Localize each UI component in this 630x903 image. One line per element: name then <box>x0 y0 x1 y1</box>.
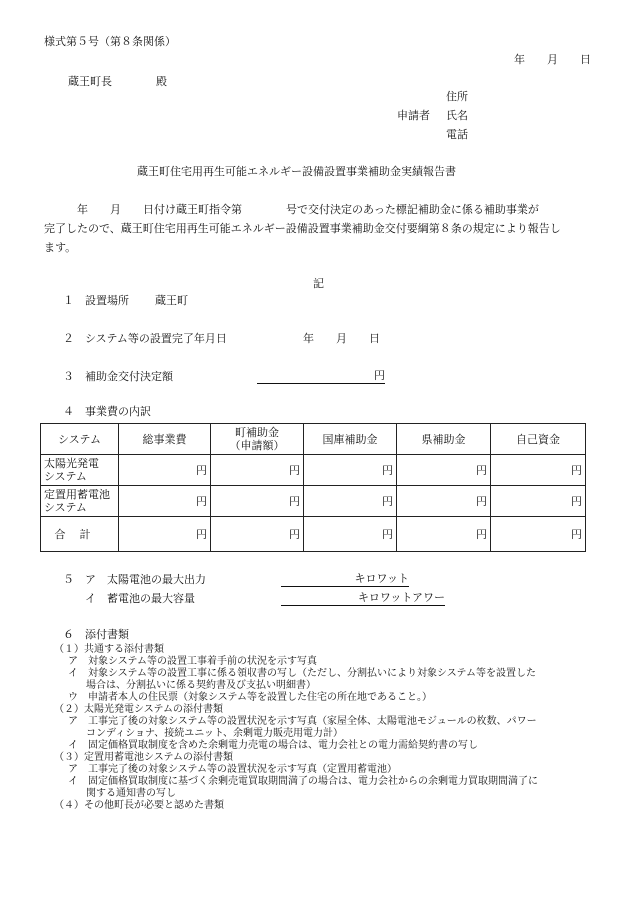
row-name-solar: 太陽光発電 システム <box>41 455 119 486</box>
cell-yen: 円 <box>211 486 304 517</box>
list-item: 場合は、分割払いに係る契約書及び支払い明細書） <box>86 680 316 691</box>
max-output-field <box>281 572 409 587</box>
item-6-label: ６ 添付書類 <box>63 628 129 641</box>
cost-breakdown-table <box>40 423 586 552</box>
list-item: ア 工事完了後の対象システム等の設置状況を示す写真（定置用蓄電池） <box>68 764 397 775</box>
name-label: 氏名 <box>446 109 468 122</box>
body-line-3: ます。 <box>44 241 77 254</box>
list-item: ウ 申請者本人の住民票（対象システム等を設置した住宅の所在地であること。） <box>68 692 432 703</box>
cell-yen: 円 <box>491 517 586 552</box>
cell-yen: 円 <box>397 455 491 486</box>
max-capacity-unit: キロワットアワー <box>281 591 445 606</box>
cell-yen: 円 <box>304 517 397 552</box>
table-row <box>41 486 586 517</box>
header-total-cost: 総事業費 <box>119 424 211 455</box>
cell-yen: 円 <box>119 517 211 552</box>
cell-yen: 円 <box>397 486 491 517</box>
cell-yen: 円 <box>397 517 491 552</box>
list-item: イ 固定価格買取制度を含めた余剰電力売電の場合は、電力会社との電力需給契約書の写し <box>68 740 478 751</box>
list-item: （４）その他町長が必要と認めた書類 <box>54 800 224 811</box>
list-item: （２）太陽光発電システムの添付書類 <box>54 704 223 715</box>
list-item: 関する通知書の写し <box>86 788 176 799</box>
cell-yen: 円 <box>211 517 304 552</box>
phone-label: 電話 <box>446 128 468 141</box>
attachments-list <box>54 644 538 812</box>
form-number: 様式第５号（第８条関係） <box>44 35 176 48</box>
item-4-label: ４ 事業費の内訳 <box>63 405 151 418</box>
item-1-label: １ 設置場所 <box>63 294 129 307</box>
address-label: 住所 <box>446 90 468 103</box>
header-system: システム <box>41 424 119 455</box>
body-line-1: 年 月 日付け蔵王町指令第 号で交付決定のあった標記補助金に係る補助事業が <box>44 203 539 216</box>
list-item: イ 対象システム等の設置工事に係る領収書の写し（ただし、分割払いにより対象システム等を設置した <box>68 668 536 679</box>
table-total-row <box>41 517 586 552</box>
date-line: 年 月 日 <box>514 53 591 66</box>
max-capacity-field <box>281 591 445 606</box>
cell-yen: 円 <box>119 455 211 486</box>
cell-yen: 円 <box>304 486 397 517</box>
table-header-row <box>41 424 586 455</box>
item-2-value: 年 月 日 <box>303 332 380 345</box>
cell-yen: 円 <box>491 455 586 486</box>
item-2-label: ２ システム等の設置完了年月日 <box>63 332 227 345</box>
ki-label: 記 <box>313 277 324 290</box>
item-3-label: ３ 補助金交付決定額 <box>63 370 173 383</box>
cell-yen: 円 <box>211 455 304 486</box>
list-item: ア 対象システム等の設置工事着手前の状況を示す写真 <box>68 656 317 667</box>
header-national-subsidy: 国庫補助金 <box>304 424 397 455</box>
list-item: （３）定置用蓄電池システムの添付書類 <box>54 752 233 763</box>
list-item: ア 工事完了後の対象システム等の設置状況を示す写真（家屋全体、太陽電池モジュールの枚数、パワー <box>68 716 537 727</box>
document-title: 蔵王町住宅用再生可能エネルギー設備設置事業補助金実績報告書 <box>137 165 456 178</box>
total-label: 合計 <box>41 517 119 552</box>
header-prefecture-subsidy: 県補助金 <box>397 424 491 455</box>
applicant-role-label: 申請者 <box>397 109 430 122</box>
header-own-funds: 自己資金 <box>491 424 586 455</box>
subsidy-amount-unit: 円 <box>257 369 385 384</box>
cell-yen: 円 <box>491 486 586 517</box>
row-name-battery: 定置用蓄電池 システム <box>41 486 119 517</box>
table-row <box>41 455 586 486</box>
addressee: 蔵王町長 殿 <box>68 75 167 88</box>
list-item: コンディショナ、接続ユニット、余剰電力販売用電力計） <box>86 728 343 739</box>
item-1-value: 蔵王町 <box>155 294 188 307</box>
list-item: イ 固定価格買取制度に基づく余剰売電買取期間満了の場合は、電力会社からの余剰電力買取期間満了に <box>68 776 538 787</box>
header-town-subsidy: 町補助金 （申請額） <box>211 424 304 455</box>
max-output-unit: キロワット <box>281 572 409 587</box>
item-5b-label: イ 蓄電池の最大容量 <box>85 592 195 605</box>
list-item: （１）共通する添付書類 <box>54 644 164 655</box>
cell-yen: 円 <box>304 455 397 486</box>
body-line-2: 完了したので、蔵王町住宅用再生可能エネルギー設備設置事業補助金交付要綱第８条の規定により報告し <box>44 222 561 235</box>
item-5a-label: ５ ア 太陽電池の最大出力 <box>63 573 206 586</box>
cell-yen: 円 <box>119 486 211 517</box>
subsidy-amount-field <box>257 369 385 384</box>
